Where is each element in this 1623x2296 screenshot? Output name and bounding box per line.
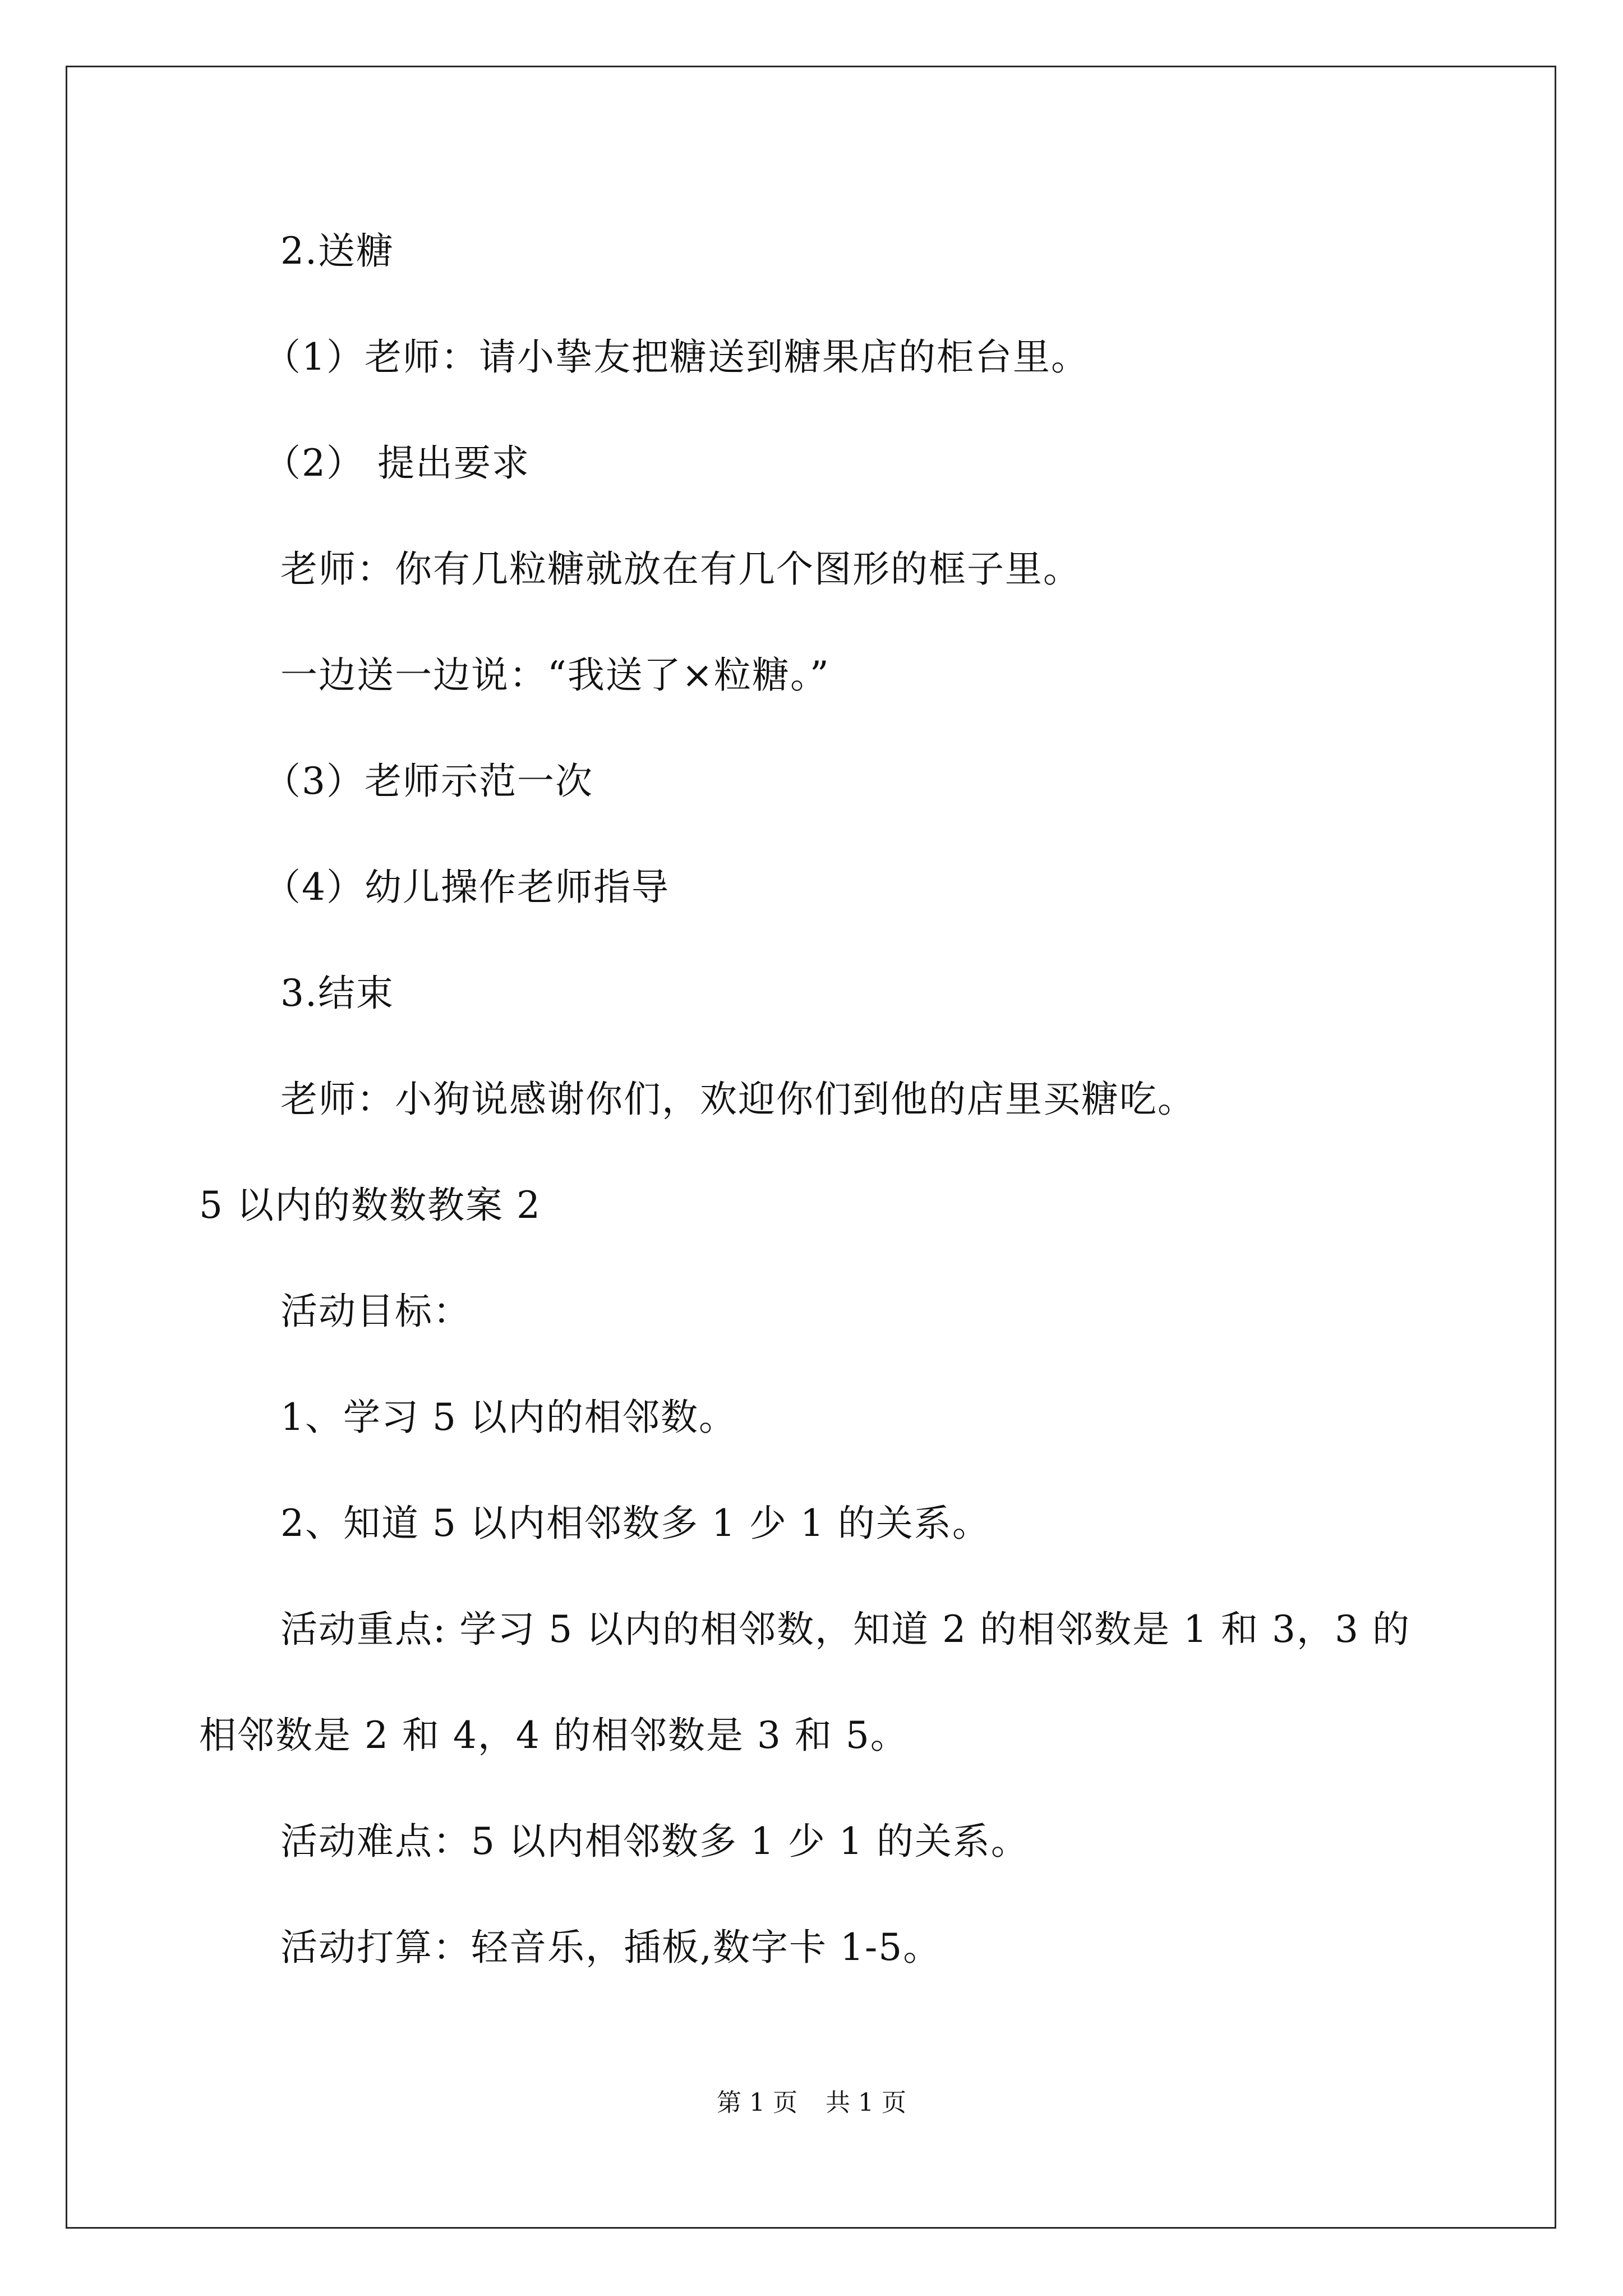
- activity-focus-continuation: 相邻数是 2 和 4，4 的相邻数是 3 和 5。: [199, 1714, 909, 1757]
- step-2-text: （2） 提出要求: [264, 441, 530, 485]
- closing-remark-text: 老师：小狗说感谢你们，欢迎你们到他的店里买糖吃。: [280, 1078, 1196, 1121]
- page-border: [66, 66, 1556, 2229]
- goal-1-text: 1、学习 5 以内的相邻数。: [280, 1396, 737, 1439]
- section-heading-end: 3.结束: [280, 972, 394, 1015]
- total-pages-label: 共 1 页: [826, 2088, 906, 2117]
- section-heading-send-candy: 2.送糖: [280, 229, 394, 273]
- step-3-text: （3）老师示范一次: [264, 760, 593, 803]
- goal-2-text: 2、知道 5 以内相邻数多 1 少 1 的关系。: [280, 1502, 990, 1545]
- page-number-label: 第 1 页: [717, 2088, 797, 2117]
- lesson-plan-title: 5 以内的数数教案 2: [199, 1184, 541, 1227]
- step-1-text: （1）老师：请小挚友把糖送到糖果店的柜台里。: [264, 335, 1089, 379]
- activity-goals-heading: 活动目标：: [280, 1290, 471, 1333]
- teacher-instruction-text: 老师：你有几粒糖就放在有几个图形的框子里。: [280, 547, 1081, 591]
- activity-materials-text: 活动打算：轻音乐，插板,数字卡 1-5。: [280, 1926, 942, 1969]
- page-footer: [0, 2088, 1623, 2117]
- activity-focus-text: 活动重点: 学习 5 以内的相邻数，知道 2 的相邻数是 1 和 3，3 的: [280, 1608, 1411, 1651]
- step-4-text: （4）幼儿操作老师指导: [264, 866, 670, 909]
- speaking-prompt-text: 一边送一边说：“我送了×粒糖。”: [280, 654, 830, 697]
- activity-difficulty-text: 活动难点：5 以内相邻数多 1 少 1 的关系。: [280, 1820, 1029, 1863]
